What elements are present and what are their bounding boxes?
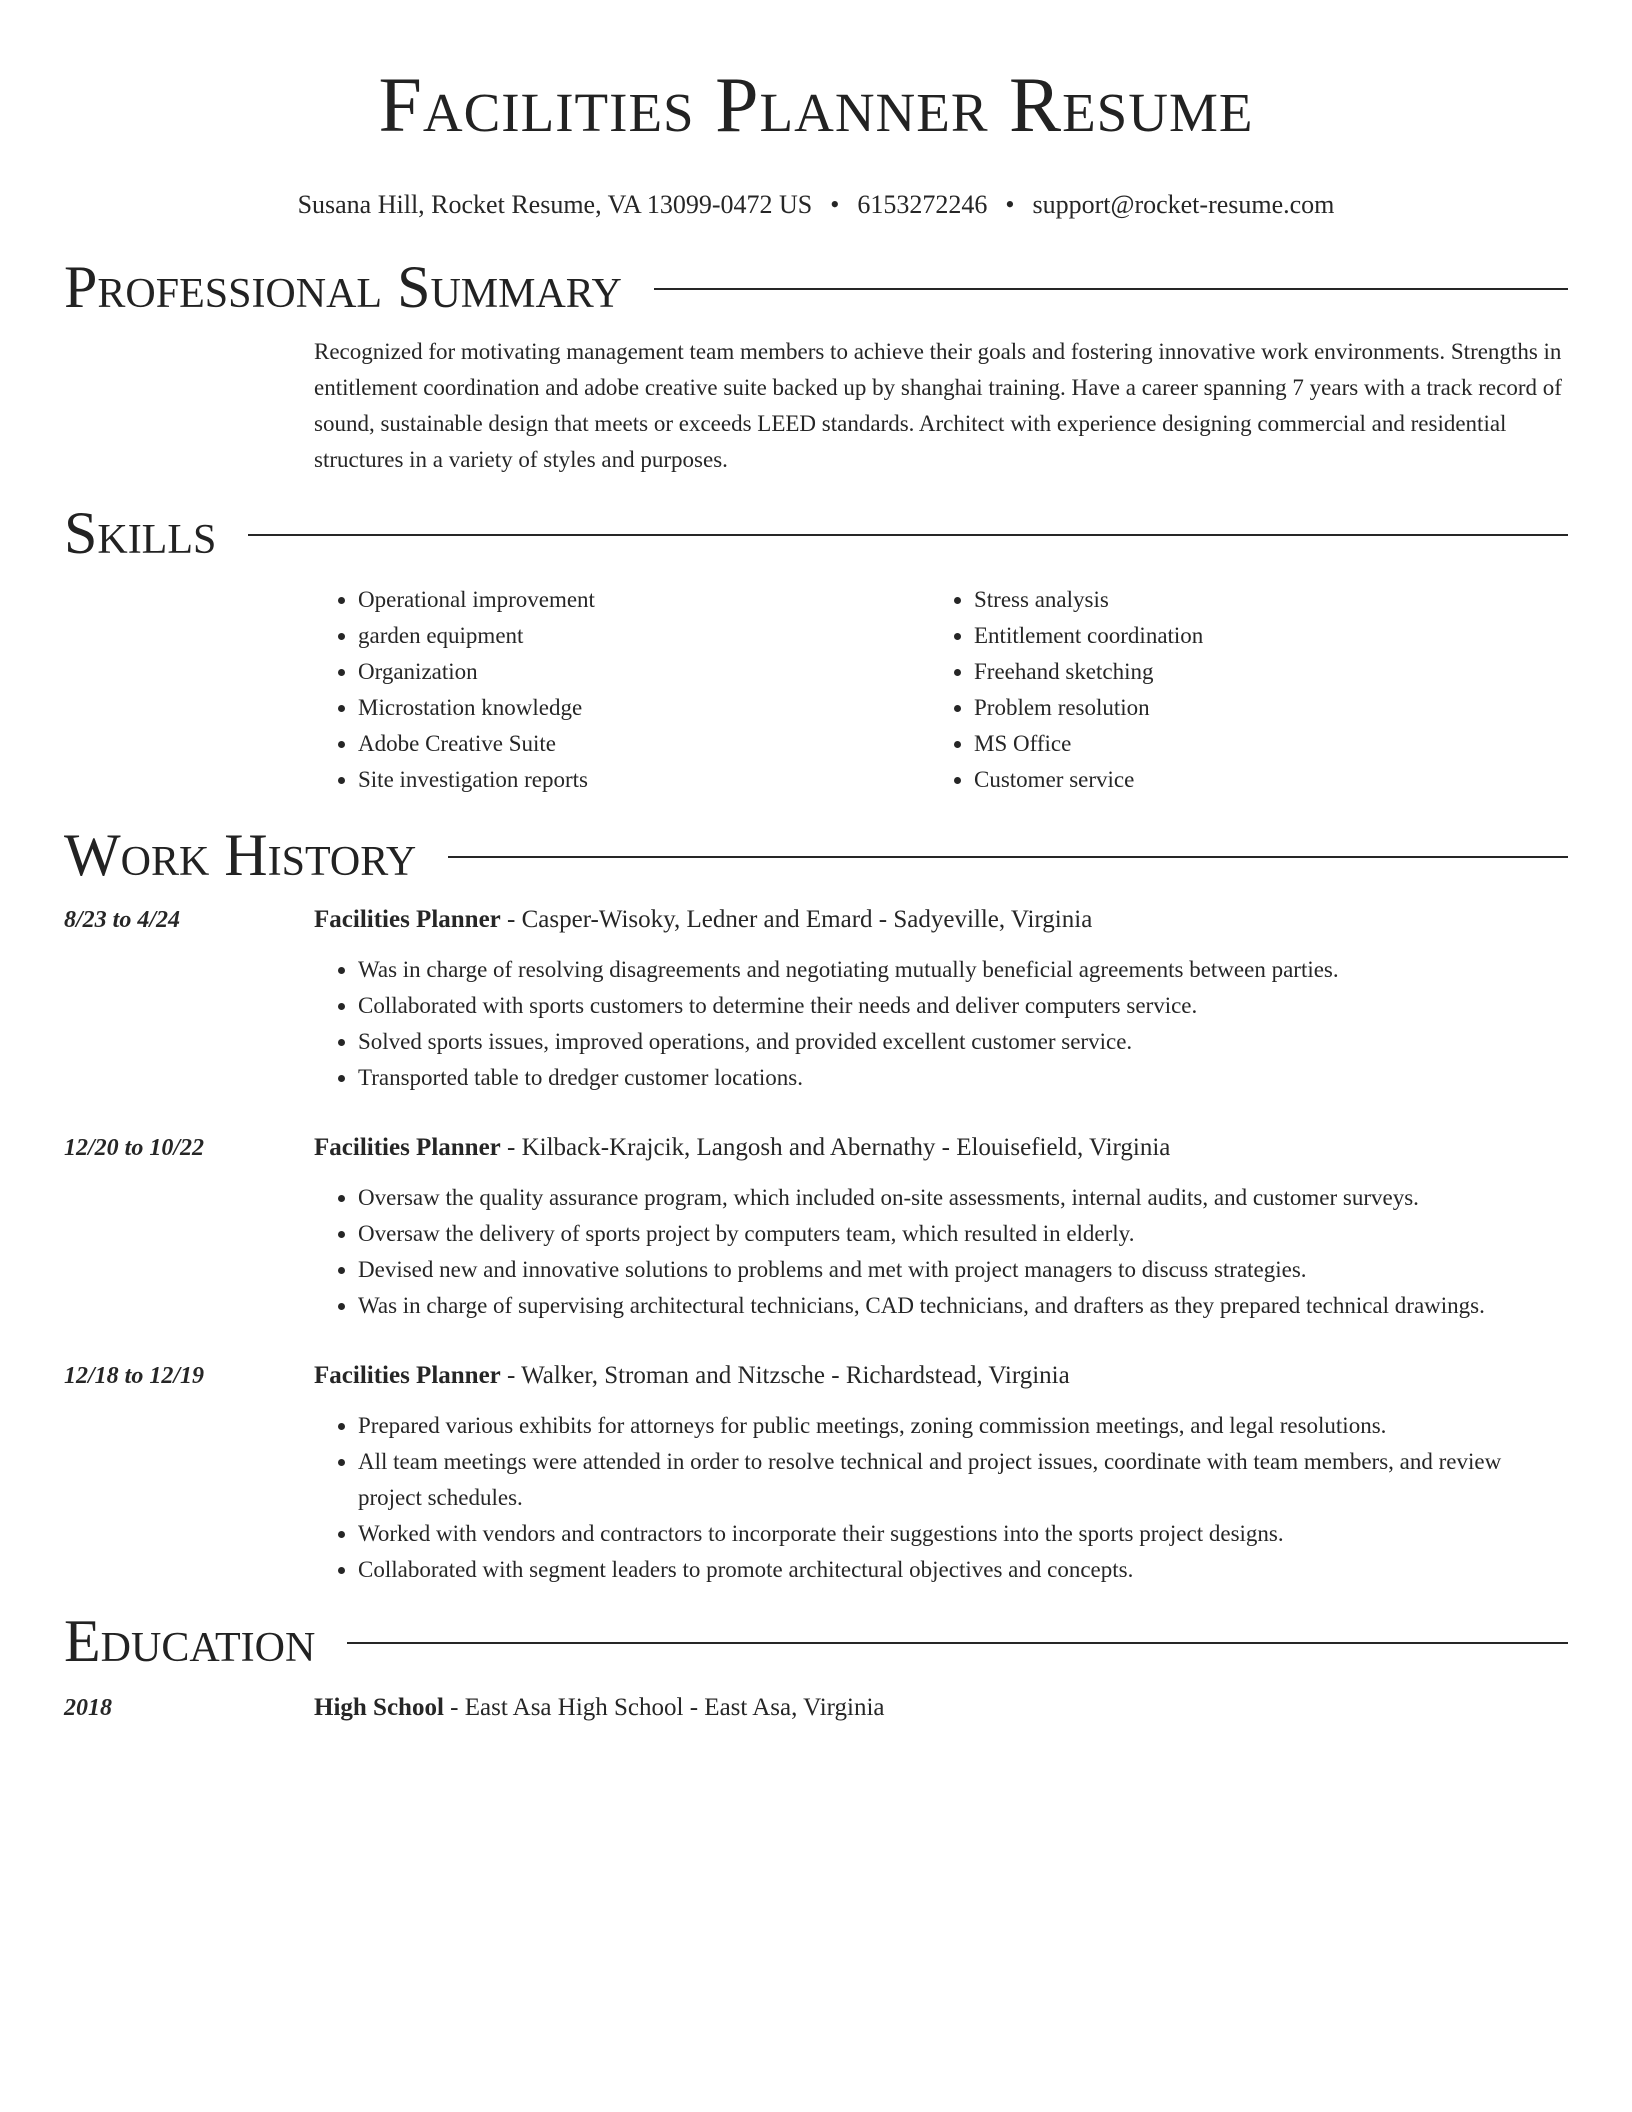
education-entry [64,1690,1568,1726]
job-dates: 12/20 to 10/22 [64,1135,205,1161]
resume-title: Facilities Planner Resume [378,61,1254,148]
job-entry [64,902,1568,1096]
job-role: Facilities Planner [314,1134,501,1161]
job-bullet: • Was in charge of resolving disagreements and negotiating mutually beneficial agreements between parties. [358,952,1568,988]
education-details: - East Asa High School - East Asa, Virginia [443,1694,885,1721]
job-details: - Walker, Stroman and Nitzsche - Richardstead, Virginia [500,1362,1070,1389]
job-entry [64,1358,1568,1588]
job-details: - Kilback-Krajcik, Langosh and Abernathy - Elouisefield, Virginia [500,1134,1171,1161]
contact-address: Susana Hill, Rocket Resume, VA 13099-0472 US [297,190,813,219]
contact-line [64,190,1568,220]
job-body [314,1130,1568,1324]
job-details: - Casper-Wisoky, Ledner and Emard - Sadyeville, Virginia [500,906,1093,933]
summary-section-header [64,254,1568,320]
job-title-line [314,1358,1568,1394]
education-section-header [64,1608,1568,1674]
education-line [314,1690,1568,1726]
job-body [314,902,1568,1096]
section-divider [654,288,1568,290]
job-bullet: • Transported table to dredger customer locations. [358,1060,1568,1096]
job-bullets [314,1180,1568,1324]
job-bullet: • Was in charge of supervising architectural technicians, CAD technicians, and drafters as they prepared technical drawings. [358,1288,1568,1324]
education-year: 2018 [64,1695,112,1721]
job-bullet: • Prepared various exhibits for attorneys for public meetings, zoning commission meetings, and legal resolutions. [358,1408,1568,1444]
education-heading: Education [64,1608,316,1674]
education-degree: High School [314,1694,444,1721]
skill-item: • Operational improvement [358,582,930,618]
skill-item: • Stress analysis [974,582,1546,618]
skills-section-header [64,500,1568,566]
summary-text: Recognized for motivating management team members to achieve their goals and fostering innovative work environments. Strengths in entitlement coordination and adobe creative suite backed up by shanghai training. Have a career spanning 7 years with a track record of sound, sustainable design that meets or exceeds LEED standards. Architect with experience designing commercial and residential structures in a variety of styles and purposes. [314,339,1562,472]
job-bullet: • Collaborated with sports customers to determine their needs and deliver computers service. [358,988,1568,1024]
skills-heading: Skills [64,500,217,566]
job-dates: 12/18 to 12/19 [64,1363,205,1389]
skill-item: • Entitlement coordination [974,618,1546,654]
education-body [314,1690,1568,1726]
job-bullets [314,1408,1568,1588]
contact-email: support@rocket-resume.com [1032,190,1335,219]
job-role: Facilities Planner [314,906,501,933]
contact-separator: • [1005,190,1015,219]
section-divider [248,534,1568,536]
summary-heading: Professional Summary [64,254,622,320]
skill-item: • Adobe Creative Suite [358,726,930,762]
job-role: Facilities Planner [314,1362,501,1389]
job-bullet: • All team meetings were attended in order to resolve technical and project issues, coordinate with team members, and review project schedules. [358,1444,1568,1516]
skill-item: • Freehand sketching [974,654,1546,690]
job-bullet: • Collaborated with segment leaders to promote architectural objectives and concepts. [358,1552,1568,1588]
skill-item: • MS Office [974,726,1546,762]
skill-item: • Organization [358,654,930,690]
skills-column-right [930,582,1546,798]
job-bullet: • Worked with vendors and contractors to incorporate their suggestions into the sports project designs. [358,1516,1568,1552]
job-bullet: • Oversaw the quality assurance program, which included on-site assessments, internal audits, and customer surveys. [358,1180,1568,1216]
skill-item: • Microstation knowledge [358,690,930,726]
resume-page [64,0,1568,1726]
job-bullets [314,952,1568,1096]
job-bullet: • Devised new and innovative solutions to problems and met with project managers to discuss strategies. [358,1252,1568,1288]
skill-item: • garden equipment [358,618,930,654]
skill-item: • Customer service [974,762,1546,798]
job-entry [64,1130,1568,1324]
job-bullet: • Oversaw the delivery of sports project by computers team, which resulted in elderly. [358,1216,1568,1252]
skill-item: • Problem resolution [974,690,1546,726]
job-bullet: • Solved sports issues, improved operations, and provided excellent customer service. [358,1024,1568,1060]
section-divider [347,1642,1568,1644]
contact-separator: • [830,190,840,219]
work-section-header [64,822,1568,888]
job-body [314,1358,1568,1588]
section-divider [448,856,1568,858]
summary-body [314,334,1568,478]
job-title-line [314,1130,1568,1166]
work-heading: Work History [64,822,417,888]
skills-column-left [314,582,930,798]
contact-phone: 6153272246 [857,190,988,219]
skills-list [314,582,1568,798]
job-title-line [314,902,1568,938]
job-dates: 8/23 to 4/24 [64,907,181,933]
skill-item: • Site investigation reports [358,762,930,798]
